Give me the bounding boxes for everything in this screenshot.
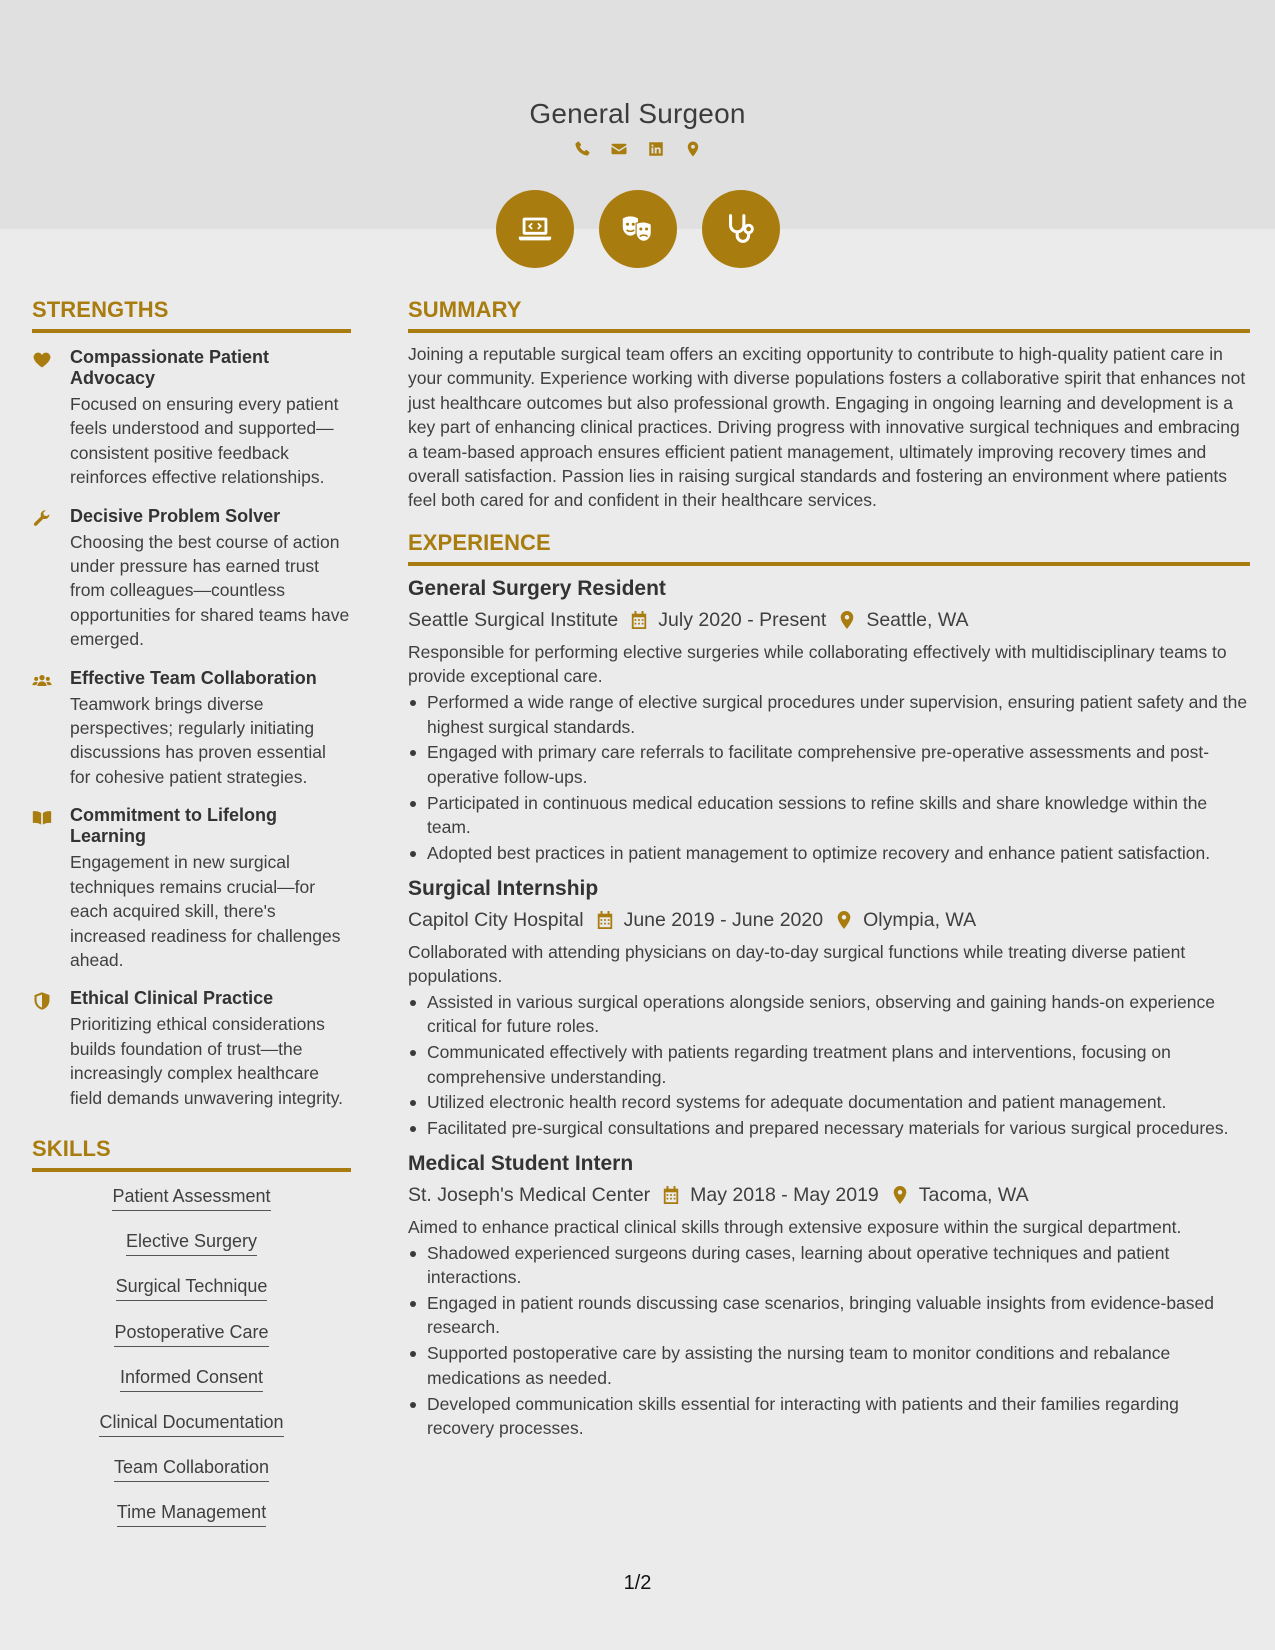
resume-name: General Surgeon xyxy=(529,98,746,129)
job-bullet: Shadowed experienced surgeons during cases, learning about operative techniques and patient interactions. xyxy=(408,1241,1250,1290)
location-pin-icon xyxy=(838,610,856,630)
skill-item xyxy=(32,1457,351,1502)
job-company: St. Joseph's Medical Center xyxy=(408,1183,651,1206)
experience-section xyxy=(408,530,1250,1441)
linkedin-icon[interactable] xyxy=(647,140,665,158)
location-pin-icon xyxy=(835,910,853,930)
job-location: Seattle, WA xyxy=(866,608,969,631)
strengths-list xyxy=(32,347,351,1110)
job-bullet: Utilized electronic health record systems for adequate documentation and patient management. xyxy=(408,1090,1250,1114)
skill-item xyxy=(32,1502,351,1547)
skill-item xyxy=(32,1322,351,1367)
shield-icon xyxy=(32,988,70,1110)
job-bullet: Developed communication skills essential for interacting with patients and their families regarding recovery processes. xyxy=(408,1392,1250,1441)
strength-title: Decisive Problem Solver xyxy=(70,505,281,526)
job-title: Medical Student Intern xyxy=(408,1151,634,1175)
phone-icon[interactable] xyxy=(573,140,591,158)
right-column xyxy=(408,297,1250,1440)
strength-description: Choosing the best course of action under pressure has earned trust from colleagues—countless opportunities for shared teams have emerged. xyxy=(70,531,350,650)
skill-item xyxy=(32,1367,351,1412)
job-dates: July 2020 - Present xyxy=(658,608,827,631)
strength-item xyxy=(32,668,351,790)
job-bullet: Communicated effectively with patients regarding treatment plans and interventions, focusing on comprehensive understanding. xyxy=(408,1040,1250,1089)
skills-section xyxy=(32,1136,351,1548)
book-open-icon xyxy=(32,805,70,972)
job-entry xyxy=(408,876,1250,1141)
theater-masks-badge xyxy=(599,190,677,268)
skill-item xyxy=(32,1231,351,1276)
strength-description: Prioritizing ethical considerations builds foundation of trust—the increasingly complex healthcare field demands unwavering integrity. xyxy=(70,1014,344,1108)
laptop-code-icon xyxy=(516,210,554,248)
job-bullet: Facilitated pre-surgical consultations and prepared necessary materials for various surgical procedures. xyxy=(408,1116,1250,1140)
skill-label: Patient Assessment xyxy=(112,1186,270,1211)
job-bullets xyxy=(408,690,1250,865)
job-bullets xyxy=(408,990,1250,1141)
skill-label: Elective Surgery xyxy=(126,1231,257,1256)
strength-title: Ethical Clinical Practice xyxy=(70,988,274,1009)
job-description: Aimed to enhance practical clinical skills through extensive exposure within the surgical department. xyxy=(408,1216,1182,1237)
skill-label: Informed Consent xyxy=(120,1367,263,1392)
experience-heading: EXPERIENCE xyxy=(408,530,1250,566)
skill-label: Time Management xyxy=(117,1502,266,1527)
heart-icon xyxy=(32,347,70,490)
job-title: General Surgery Resident xyxy=(408,576,666,600)
feature-icons xyxy=(0,190,1275,268)
strength-description: Teamwork brings diverse perspectives; regularly initiating discussions has proven essential for cohesive patient strategies. xyxy=(70,693,326,787)
strength-item xyxy=(32,805,351,972)
wrench-icon xyxy=(32,506,70,652)
strength-item xyxy=(32,506,351,652)
skills-heading: SKILLS xyxy=(32,1136,351,1172)
skill-label: Team Collaboration xyxy=(114,1457,269,1482)
calendar-icon xyxy=(630,610,648,630)
job-company: Seattle Surgical Institute xyxy=(408,608,619,631)
summary-heading: SUMMARY xyxy=(408,297,1250,333)
job-dates: May 2018 - May 2019 xyxy=(690,1183,879,1206)
job-meta xyxy=(408,1182,1250,1208)
strength-item xyxy=(32,347,351,490)
page-number: 1/2 xyxy=(623,1572,652,1594)
strength-title: Compassionate Patient Advocacy xyxy=(70,347,270,388)
strength-item xyxy=(32,988,351,1110)
calendar-icon xyxy=(596,910,614,930)
strength-title: Commitment to Lifelong Learning xyxy=(70,805,277,847)
stethoscope-badge xyxy=(702,190,780,268)
job-entry xyxy=(408,1151,1250,1441)
job-dates: June 2019 - June 2020 xyxy=(623,908,824,931)
job-description: Collaborated with attending physicians on day-to-day surgical functions while treating diverse patient populations. xyxy=(408,941,1186,986)
envelope-icon[interactable] xyxy=(610,140,628,158)
job-bullet: Engaged with primary care referrals to facilitate comprehensive pre-operative assessments and post-operative follow-ups. xyxy=(408,740,1250,789)
job-bullet: Adopted best practices in patient management to optimize recovery and enhance patient satisfaction. xyxy=(408,841,1250,865)
theater-masks-icon xyxy=(619,210,657,248)
calendar-icon xyxy=(662,1185,680,1205)
contact-icons xyxy=(0,140,1275,158)
strengths-heading: STRENGTHS xyxy=(32,297,351,333)
job-meta xyxy=(408,607,1250,633)
summary-text: Joining a reputable surgical team offers an exciting opportunity to contribute to high-quality patient care in your community. Experience working with diverse populations fosters a collaborative spirit that enhances not just healthcare outcomes but also professional growth. Engaging in ongoing learning and development is a key part of enhancing clinical practices. Driving progress with innovative surgical techniques and embracing a team-based approach ensures efficient patient management, ultimately improving recovery times and overall satisfaction. Passion lies in raising surgical standards and fostering an environment where patients feel both cared for and confident in their healthcare services. xyxy=(408,344,1246,511)
skill-item xyxy=(32,1186,351,1231)
job-bullet: Participated in continuous medical education sessions to refine skills and share knowledge within the team. xyxy=(408,791,1250,840)
job-bullet: Engaged in patient rounds discussing case scenarios, bringing valuable insights from evidence-based research. xyxy=(408,1291,1250,1340)
skill-label: Postoperative Care xyxy=(114,1322,268,1347)
skill-label: Surgical Technique xyxy=(116,1276,268,1301)
job-title: Surgical Internship xyxy=(408,876,599,900)
job-entry xyxy=(408,576,1250,866)
job-location: Tacoma, WA xyxy=(918,1183,1029,1206)
strength-description: Engagement in new surgical techniques remains crucial—for each acquired skill, there's increased readiness for challenges ahead. xyxy=(70,852,341,970)
job-bullets xyxy=(408,1241,1250,1441)
location-pin-icon[interactable] xyxy=(684,140,702,158)
location-pin-icon xyxy=(891,1185,909,1205)
skills-list xyxy=(32,1186,351,1548)
strength-title: Effective Team Collaboration xyxy=(70,667,317,688)
users-icon xyxy=(32,668,70,790)
job-location: Olympia, WA xyxy=(863,908,977,931)
job-description: Responsible for performing elective surgeries while collaborating effectively with multidisciplinary teams to provide exceptional care. xyxy=(408,641,1227,687)
skill-item xyxy=(32,1412,351,1457)
job-company: Capitol City Hospital xyxy=(408,908,584,931)
job-bullet: Supported postoperative care by assisting the nursing team to monitor conditions and rebalance medications as needed. xyxy=(408,1341,1250,1390)
left-column xyxy=(32,297,351,1547)
job-meta xyxy=(408,907,1250,933)
laptop-code-badge xyxy=(496,190,574,268)
job-bullet: Assisted in various surgical operations alongside seniors, observing and gaining hands-on experience critical for future roles. xyxy=(408,990,1250,1039)
skill-item xyxy=(32,1276,351,1321)
strength-description: Focused on ensuring every patient feels understood and supported—consistent positive feedback reinforces effective relationships. xyxy=(70,394,339,488)
job-bullet: Performed a wide range of elective surgical procedures under supervision, ensuring patient safety and the highest surgical standards. xyxy=(408,690,1250,739)
skill-label: Clinical Documentation xyxy=(99,1412,283,1437)
stethoscope-icon xyxy=(722,210,760,248)
